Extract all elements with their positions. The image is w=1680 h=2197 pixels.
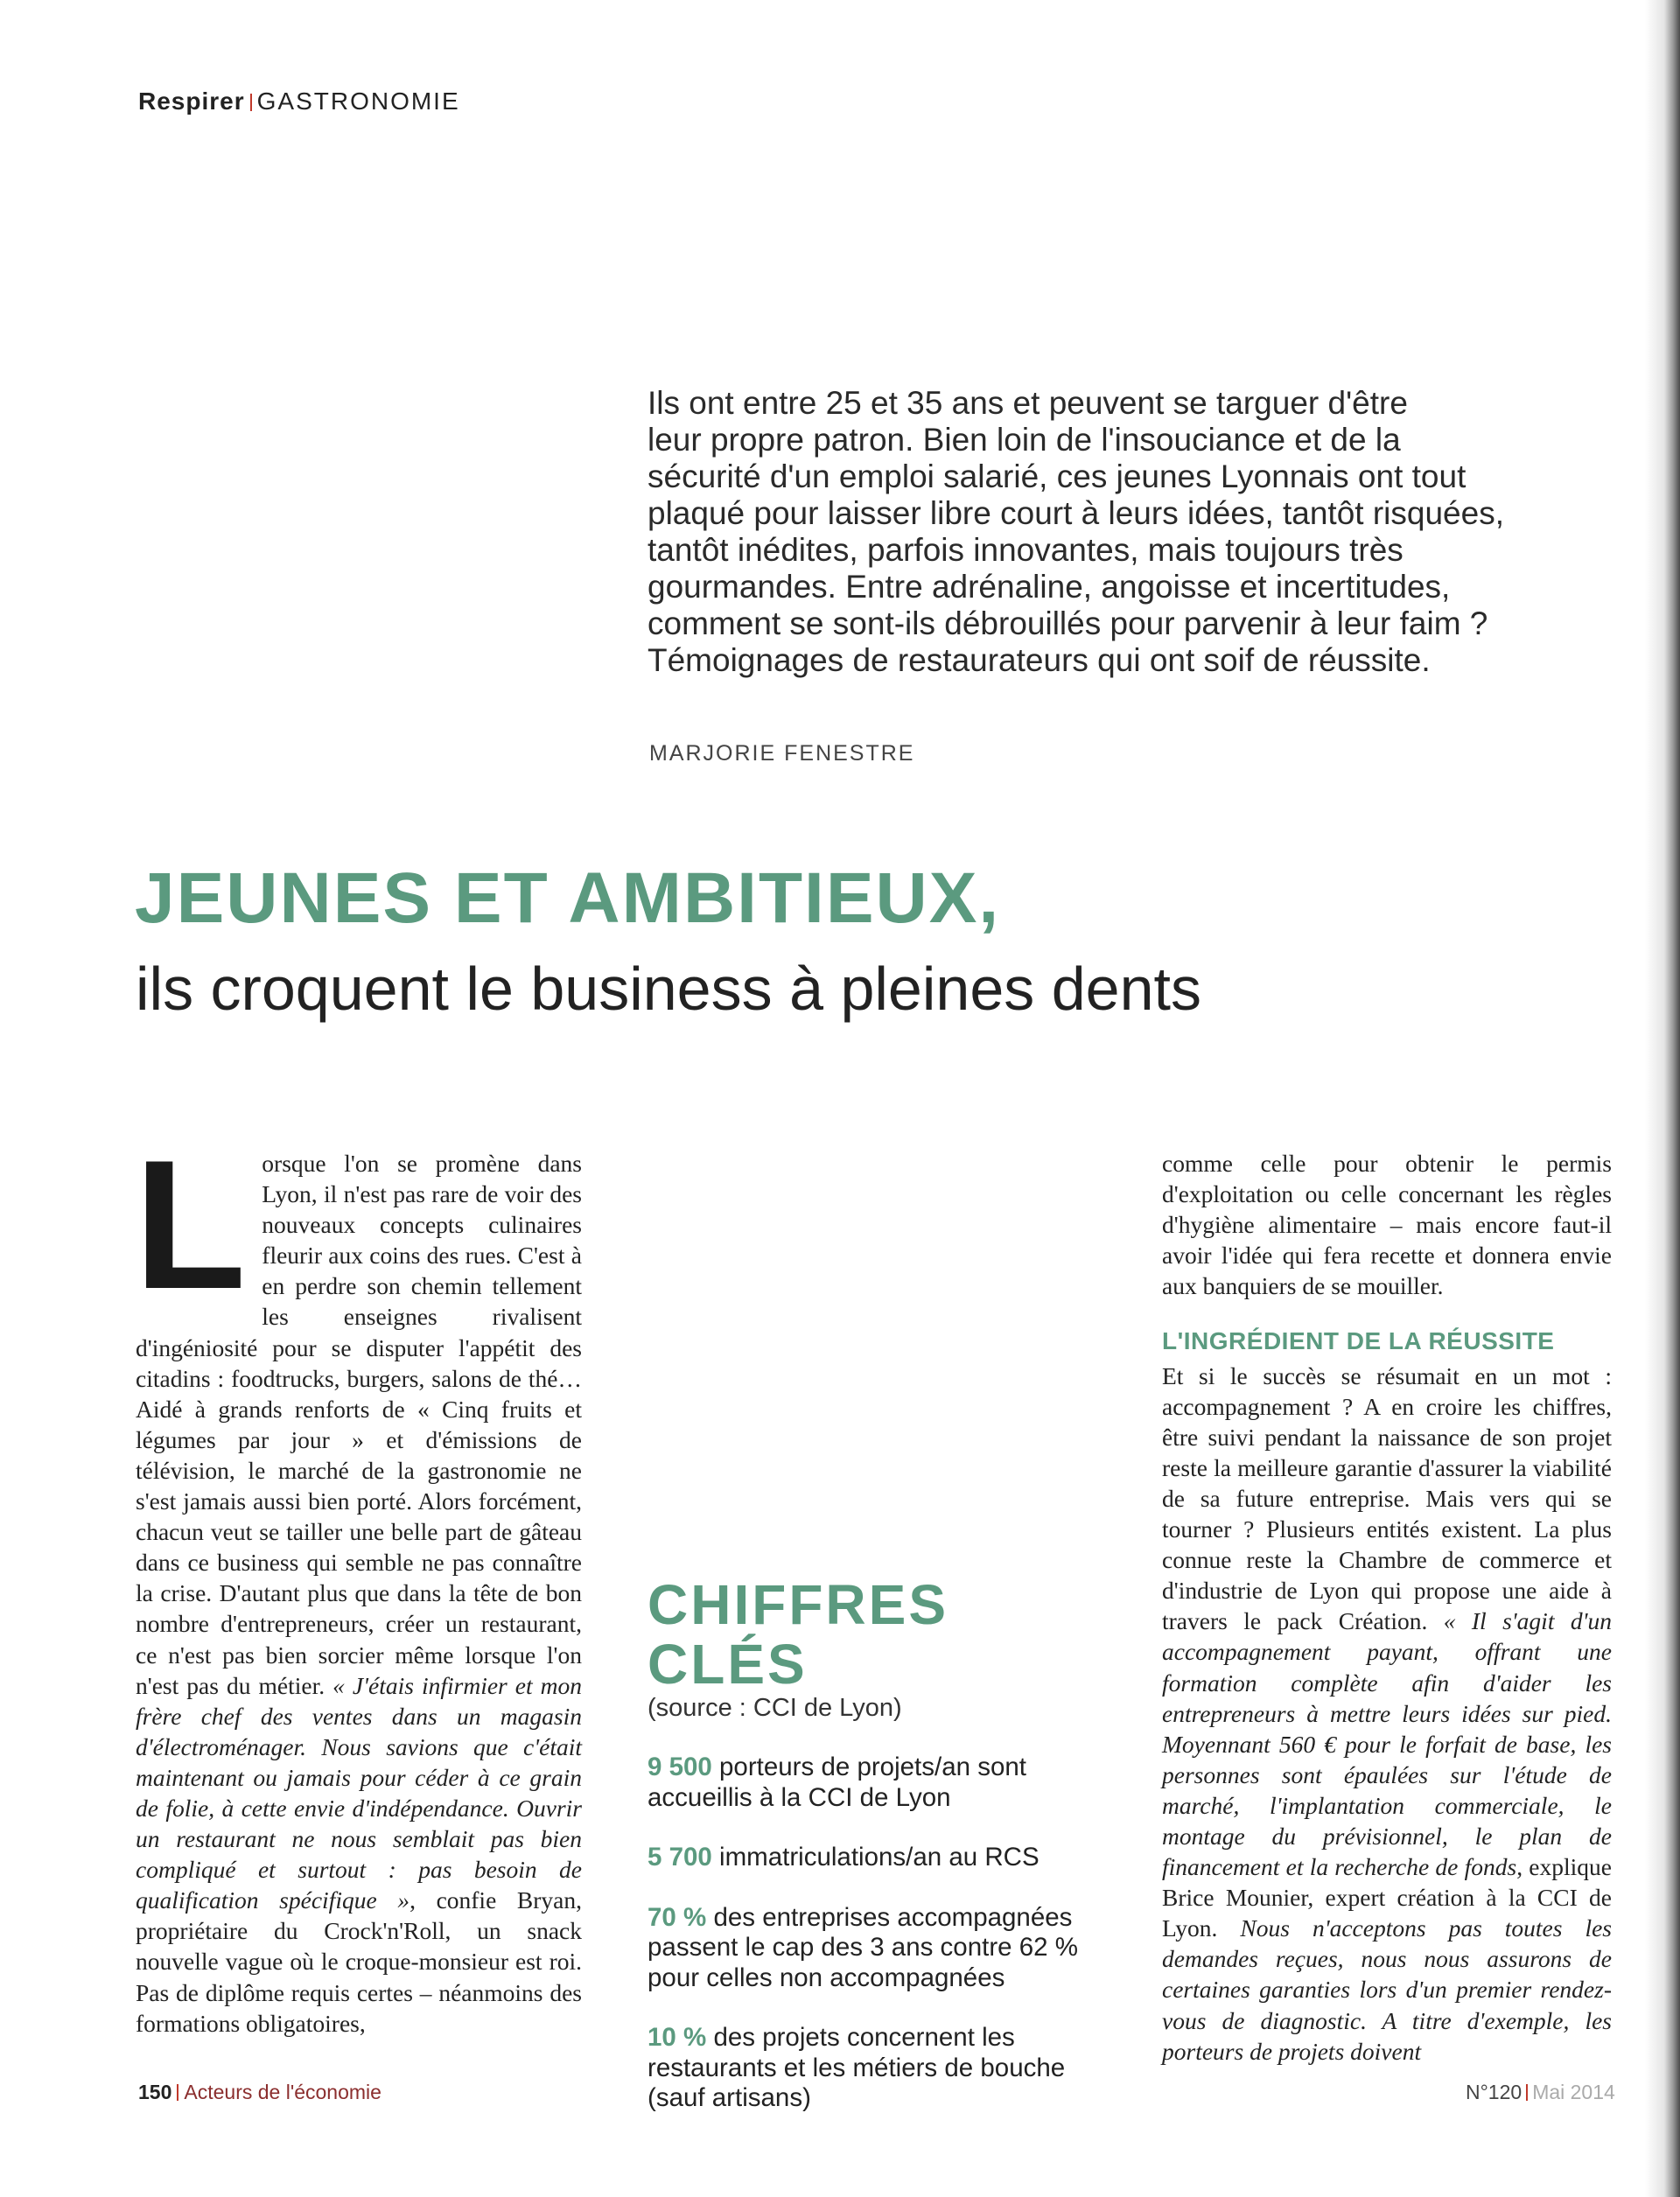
page-binding-shadow xyxy=(1645,0,1680,2197)
article-headline: JEUNES ET AMBITIEUX, xyxy=(135,858,1001,938)
column-3-quote-1: « Il s'agit d'un accompagnement payant, offrant une formation complète afin d'aider les entrepreneurs à mettre leurs idées sur pied. Moyennant 560 € pour le forfait de base, les personnes sont épaulées sur l'étude de marché, l'implantation commerciale, le montage du prévisionnel, le plan de financement et la recherche de fonds xyxy=(1162,1607,1612,1881)
key-figure-item xyxy=(648,1843,1120,1873)
intro-line: gourmandes. Entre adrénaline, angoisse et incertitudes, xyxy=(648,569,1451,605)
key-figure-number: 70 % xyxy=(648,1902,707,1932)
article-subhead: ils croquent le business à pleines dents xyxy=(136,955,1201,1023)
column-3-subheading: L'INGRÉDIENT DE LA RÉUSSITE xyxy=(1162,1327,1555,1355)
column-1-quote: « J'étais infirmier et mon frère chef des ventes dans un magasin d'électroménager. Nous savions que c'était maintenant ou jamais pour céder à ce grain de folie, à cette envie d'indépendance. Ouvrir un restaurant ne nous semblait pas bien compliqué et surtout : pas besoin de qualification spécifique » xyxy=(136,1671,582,1914)
key-figure-number: 5 700 xyxy=(648,1843,712,1872)
drop-cap: L xyxy=(134,1122,247,1327)
key-figure-item xyxy=(648,1753,1120,1813)
key-figure-text: des entreprises accompagnées passent le cap des 3 ans contre 62 % pour celles non accompagnées xyxy=(648,1902,1078,1992)
intro-text xyxy=(648,385,1575,679)
key-figure-number: 10 % xyxy=(648,2023,707,2052)
key-figures-box xyxy=(648,1575,1120,2114)
key-figures-title: CHIFFRES CLÉS xyxy=(648,1573,948,1696)
subsection-name: GASTRONOMIE xyxy=(256,87,460,115)
key-figure-text: des projets concernent les restaurants et les métiers de bouche (sauf artisans) xyxy=(648,2023,1066,2112)
intro-line: tantôt inédites, parfois innovantes, mais toujours très xyxy=(648,532,1404,568)
intro-line: leur propre patron. Bien loin de l'insouciance et de la xyxy=(648,422,1401,458)
footer-left xyxy=(138,2081,382,2104)
issue-date: Mai 2014 xyxy=(1532,2081,1615,2103)
key-figure-number: 9 500 xyxy=(648,1753,712,1781)
column-3-text-middle: , explique Brice Mounier, expert création à la CCI de Lyon. xyxy=(1162,1853,1612,1942)
intro-line: sécurité d'un emploi salarié, ces jeunes Lyonnais ont tout xyxy=(648,458,1466,494)
column-1-text-end: , confie Bryan, propriétaire du Crock'n'Roll, un snack nouvelle vague où le croque-monsieur est roi. Pas de diplôme requis certes – néanmoins des formations obligatoires, xyxy=(136,1886,582,2037)
section-tag xyxy=(138,87,460,115)
column-3-quote-2: Nous n'acceptons pas toutes les demandes reçues, nous nous assurons de certaines garanties lors d'un premier rendez-vous de diagnostic. A titre d'exemple, les porteurs de projets doivent xyxy=(1162,1914,1613,2065)
column-3-paragraph-1: comme celle pour obtenir le permis d'exploitation ou celle concernant les règles d'hygiène alimentaire – mais encore faut-il avoir l'idée qui fera recette et donnera envie aux banquiers de se mouiller. xyxy=(1162,1150,1612,1300)
key-figures-source: (source : CCI de Lyon) xyxy=(648,1694,902,1722)
intro-line: Témoignages de restaurateurs qui ont soif de réussite. xyxy=(648,642,1431,678)
key-figure-item xyxy=(648,1903,1120,1994)
column-3-text: Et si le succès se résumait en un mot : accompagnement ? A en croire les chiffres, être suivi pendant la naissance de son projet reste la meilleure garantie d'assurer la viabilité de sa future entreprise. Mais vers qui se tourner ? Plusieurs entités existent. La plus connue reste la Chambre de commerce et d'industrie de Lyon qui propose une aide à travers le pack Création. xyxy=(1162,1361,1612,1635)
separator-bar xyxy=(250,94,252,111)
body-column-3 xyxy=(1162,1148,1612,2067)
section-name: Respirer xyxy=(138,87,245,115)
intro-line: plaqué pour laisser libre court à leurs idées, tantôt risquées, xyxy=(648,495,1504,531)
footer-right xyxy=(1466,2081,1615,2104)
key-figure-text: porteurs de projets/an sont accueillis à la CCI de Lyon xyxy=(648,1753,1026,1812)
separator-bar xyxy=(177,2084,178,2101)
page-number: 150 xyxy=(138,2081,172,2103)
issue-number: N°120 xyxy=(1466,2081,1522,2103)
separator-bar xyxy=(1526,2084,1528,2101)
intro-line: Ils ont entre 25 et 35 ans et peuvent se targuer d'être xyxy=(648,385,1408,421)
column-3-paragraph-2 xyxy=(1162,1361,1612,2067)
intro-line: comment se sont-ils débrouillés pour parvenir à leur faim ? xyxy=(648,605,1488,641)
key-figure-item xyxy=(648,2023,1120,2114)
author-byline: MARJORIE FENESTRE xyxy=(649,741,915,766)
column-1-text: orsque l'on se promène dans Lyon, il n'est pas rare de voir des nouveaux concepts culinaires fleurir aux coins des rues. C'est à en perdre son chemin tellement les enseignes rivalisent d'ingéniosité pour se disputer l'appétit des citadins : foodtrucks, burgers, salons de thé… Aidé à grands renforts de « Cinq fruits et légumes par jour » et d'émissions de télévision, le marché de la gastronomie ne s'est jamais aussi bien porté. Alors forcément, chacun veut se tailler une belle part de gâteau dans ce business qui semble ne pas connaître la crise. D'autant plus que dans la tête de bon nombre d'entrepreneurs, créer un restaurant, ce n'est pas bien sorcier même lorsque l'on n'est pas du métier. xyxy=(136,1150,582,1699)
body-column-1 xyxy=(134,1122,582,2039)
magazine-name: Acteurs de l'économie xyxy=(184,2081,382,2103)
key-figure-text: immatriculations/an au RCS xyxy=(711,1843,1040,1872)
